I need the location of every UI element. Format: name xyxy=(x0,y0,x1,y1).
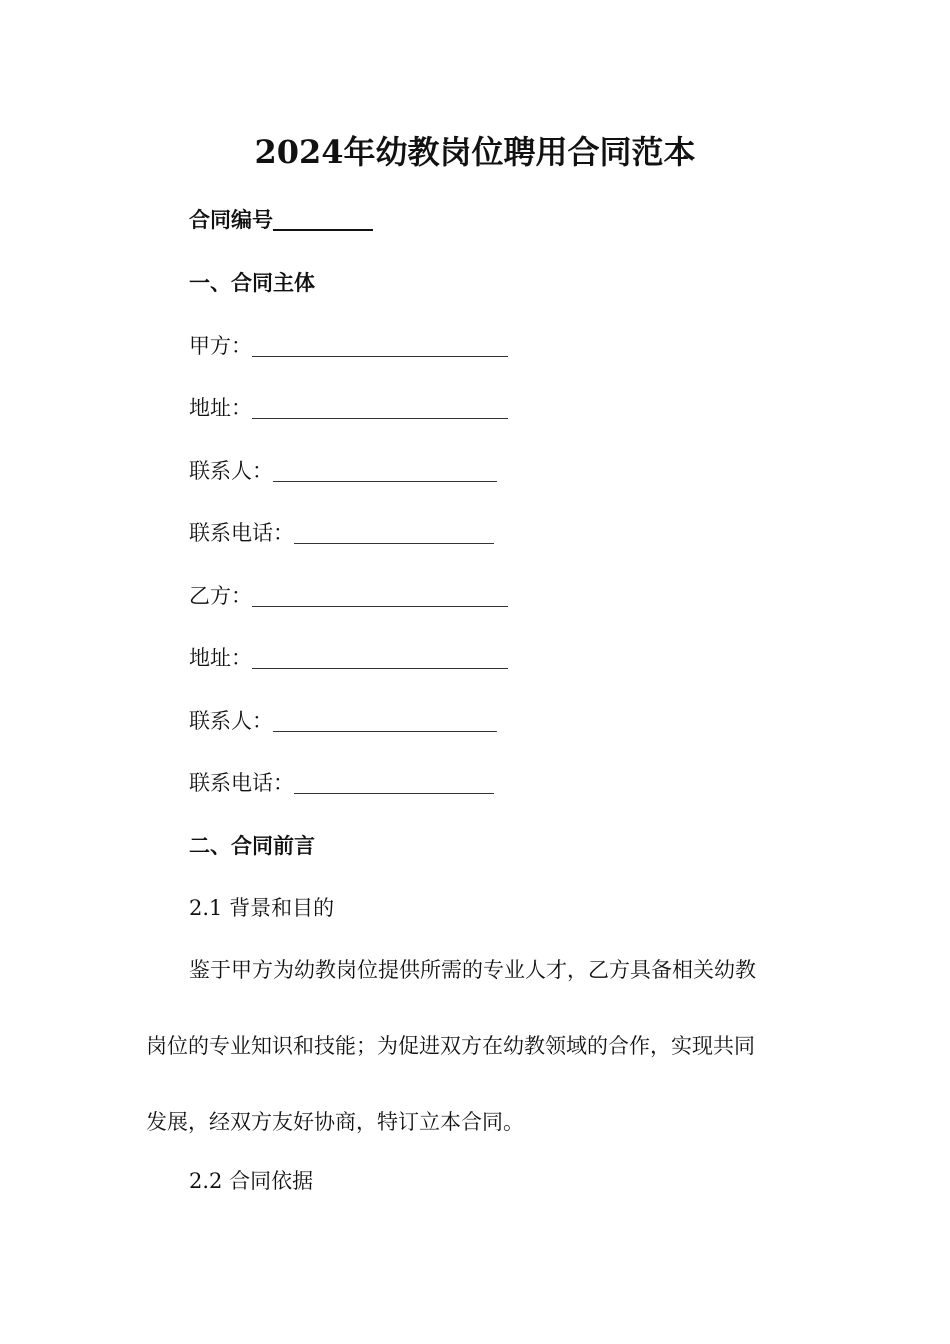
paragraph-line: 发展，经双方友好协商，特订立本合同。 xyxy=(146,1110,524,1134)
party-a-name-row xyxy=(189,331,508,361)
party-b-address-blank[interactable] xyxy=(252,646,508,669)
contract-number-blank[interactable] xyxy=(273,207,373,231)
party-a-phone-blank[interactable] xyxy=(294,521,494,544)
party-a-contact-row xyxy=(189,456,497,486)
document-title: 2024年幼教岗位聘用合同范本 xyxy=(254,133,696,171)
party-b-phone-row xyxy=(189,768,494,798)
party-b-name-row xyxy=(189,581,508,611)
party-a-contact-label: 联系人： xyxy=(189,459,273,483)
party-b-address-row xyxy=(189,643,508,673)
party-b-phone-label: 联系电话： xyxy=(189,771,294,795)
party-a-name-blank[interactable] xyxy=(252,334,508,357)
section-1-heading: 一、合同主体 xyxy=(189,270,315,295)
party-b-phone-blank[interactable] xyxy=(294,771,494,794)
paragraph-line: 鉴于甲方为幼教岗位提供所需的专业人才，乙方具备相关幼教 xyxy=(189,958,756,982)
party-b-contact-label: 联系人： xyxy=(189,709,273,733)
subsection-2-2-heading: 2.2 合同依据 xyxy=(189,1169,314,1193)
party-b-address-label: 地址： xyxy=(189,646,252,670)
party-a-phone-row xyxy=(189,518,494,548)
section-2-heading: 二、合同前言 xyxy=(189,833,315,858)
party-b-name-label: 乙方： xyxy=(189,584,252,608)
party-a-phone-label: 联系电话： xyxy=(189,521,294,545)
party-b-contact-blank[interactable] xyxy=(273,709,497,732)
party-a-contact-blank[interactable] xyxy=(273,459,497,482)
contract-number-row xyxy=(189,205,373,235)
contract-number-label: 合同编号 xyxy=(189,207,273,232)
party-a-name-label: 甲方： xyxy=(189,334,252,358)
party-b-contact-row xyxy=(189,706,497,736)
paragraph-line: 岗位的专业知识和技能；为促进双方在幼教领域的合作，实现共同 xyxy=(146,1034,755,1058)
party-a-address-row xyxy=(189,393,508,423)
party-a-address-blank[interactable] xyxy=(252,396,508,419)
party-a-address-label: 地址： xyxy=(189,396,252,420)
subsection-2-1-heading: 2.1 背景和目的 xyxy=(189,896,335,920)
party-b-name-blank[interactable] xyxy=(252,584,508,607)
